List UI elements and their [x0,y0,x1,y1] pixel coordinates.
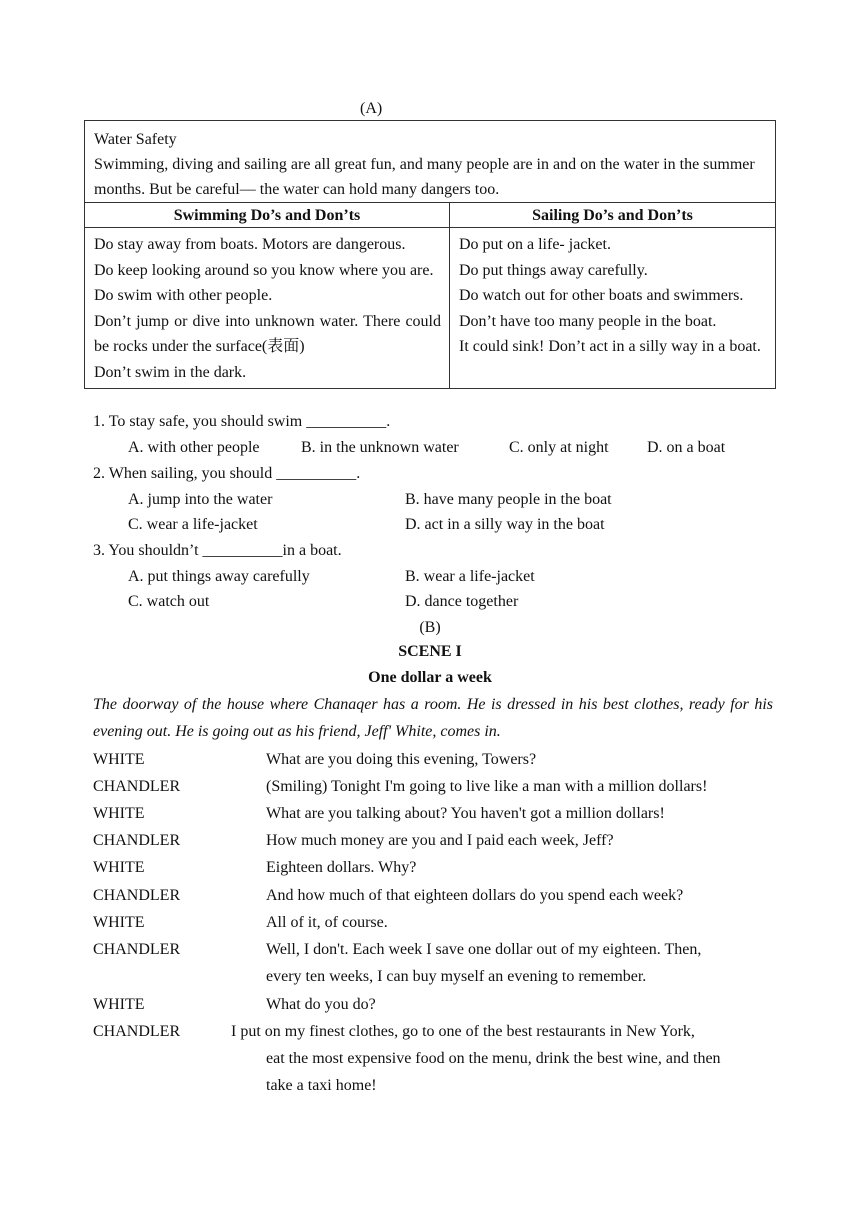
dialogue-line: What do you do? [266,996,376,1013]
speaker-name: WHITE [93,751,145,768]
dialogue-line: Well, I don't. Each week I save one dollar out of my eighteen. Then, [266,941,702,958]
question-2-option-d: D. act in a silly way in the boat [405,516,605,533]
dialogue-line-continued: take a taxi home! [266,1077,377,1094]
dialogue-line: And how much of that eighteen dollars do you spend each week? [266,887,684,904]
question-2-option-a: A. jump into the water [128,491,273,508]
question-2-stem: 2. When sailing, you should __________. [93,465,361,482]
swim-rule: Don’t swim in the dark. [94,363,247,381]
sail-rule: Do put on a life- jacket. [459,236,611,253]
dialogue-line: (Smiling) Tonight I'm going to live like a man with a million dollars! [266,778,708,795]
swimming-rules [85,228,450,388]
section-b-label: (B) [419,619,441,636]
swim-rule: Do stay away from boats. Motors are dangerous. [94,236,406,253]
stage-direction: The doorway of the house where Chanaqer has a room. He is dressed in his best clothes, ready for his evening out. He is going out as his friend, Jeff' White, comes in. [93,696,773,740]
question-2-option-b: B. have many people in the boat [405,491,612,508]
sail-rule: Don’t have too many people in the boat. [459,312,717,330]
swim-rule: Do swim with other people. [94,287,273,305]
speaker-name: CHANDLER [93,941,181,958]
section-a-label: (A) [360,100,383,117]
table-intro [85,121,775,203]
sailing-rules [450,228,775,388]
table-header-row [85,203,775,228]
speaker-name: CHANDLER [93,778,181,795]
question-3-option-d: D. dance together [405,593,519,610]
question-3-stem: 3. You shouldn’t __________in a boat. [93,542,342,559]
play-title: One dollar a week [368,669,492,686]
question-1-option-a: A. with other people [128,439,260,456]
speaker-name: WHITE [93,996,145,1013]
question-3-option-b: B. wear a life-jacket [405,568,535,585]
sail-rule: Do watch out for other boats and swimmers. [459,287,744,305]
dialogue-line: How much money are you and I paid each week, Jeff? [266,832,614,849]
swimming-header: Swimming Do’s and Don’ts [85,203,450,228]
question-1-option-d: D. on a boat [647,439,726,456]
dialogue-line: I put on my finest clothes, go to one of the best restaurants in New York, [231,1023,695,1040]
speaker-name: WHITE [93,805,145,822]
sailing-header: Sailing Do’s and Don’ts [450,203,775,228]
dialogue-line: What are you doing this evening, Towers? [266,751,537,768]
dialogue-line-continued: every ten weeks, I can buy myself an evening to remember. [266,968,647,985]
dialogue-line: What are you talking about? You haven't got a million dollars! [266,805,665,822]
water-safety-table [84,120,776,389]
question-3-option-c: C. watch out [128,593,210,610]
table-title: Water Safety [94,131,177,148]
speaker-name: CHANDLER [93,832,181,849]
sail-rule: It could sink! Don’t act in a silly way in a boat. [459,338,761,356]
question-1-stem: 1. To stay safe, you should swim __________. [93,413,391,430]
question-3-option-a: A. put things away carefully [128,568,310,585]
dialogue-line: Eighteen dollars. Why? [266,859,417,876]
speaker-name: CHANDLER [93,887,181,904]
table-body-row [85,228,775,388]
speaker-name: CHANDLER [93,1023,181,1040]
table-intro-text: Swimming, diving and sailing are all great fun, and many people are in and on the water in the summer months. But be careful— the water can hold many dangers too. [94,156,755,198]
swim-rule: Don’t jump or dive into unknown water. There could be rocks under the surface(表面) [94,312,441,356]
question-1-option-c: C. only at night [509,439,609,456]
speaker-name: WHITE [93,914,145,931]
swim-rule: Do keep looking around so you know where you are. [94,261,434,279]
sail-rule: Do put things away carefully. [459,261,648,279]
dialogue-line: All of it, of course. [266,914,388,931]
scene-heading: SCENE I [398,643,462,660]
speaker-name: WHITE [93,859,145,876]
question-2-option-c: C. wear a life-jacket [128,516,258,533]
dialogue-line-continued: eat the most expensive food on the menu, drink the best wine, and then [266,1050,721,1067]
question-1-option-b: B. in the unknown water [301,439,459,456]
